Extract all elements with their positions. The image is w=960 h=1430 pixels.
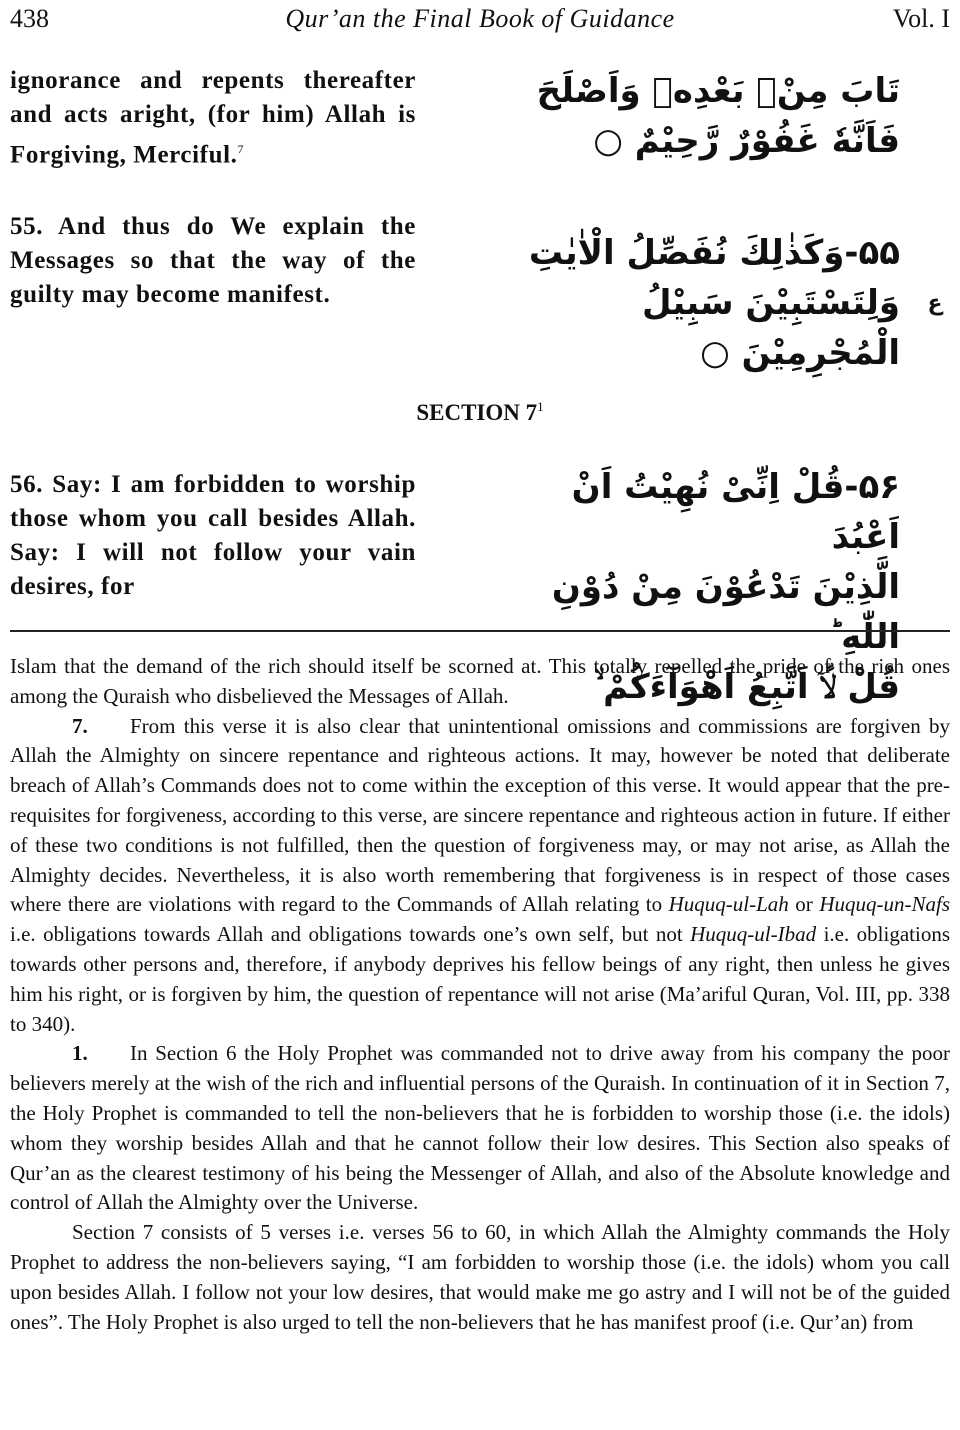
footnote-ref-7: 7 (237, 142, 245, 156)
term-huquq-un-nafs: Huquq-un-Nafs (819, 892, 950, 917)
arabic-line: ۵۵-وَكَذٰلِكَ نُفَصِّلُ الْاٰيٰتِ (528, 233, 900, 273)
footnote-7 (10, 712, 950, 1040)
commentary (10, 652, 950, 1337)
verse-54-arabic (500, 66, 900, 166)
term-huquq-ul-lah: Huquq-ul-Lah (668, 892, 789, 917)
arabic-line: فَاَنَّهٗ غَفُوْرٌ رَّحِيْمٌ ○ (593, 121, 900, 161)
verse-55-arabic (500, 228, 900, 378)
footnote-divider (10, 630, 950, 632)
footnote-1 (10, 1039, 950, 1218)
section-heading (0, 392, 960, 428)
arabic-line: قُلْ لَّاۤ اَتَّبِعُ اَهْوَآءَكُمْ ۙ (594, 667, 900, 707)
commentary-continuation: Islam that the demand of the rich should itself be scorned at. This totally repelled the pride of the rich ones among the Quraish who disbelieved the Messages of Allah. (10, 654, 950, 708)
footnote-7-text: i.e. obligations towards other persons and, therefore, if anybody deprives his fellow beings of any right, then unless he gives him his right, or is forgiven by him, the question of repentance will not arise (Ma’ariful Quran, Vol. III, pp. 338 to 340). (10, 922, 950, 1036)
volume-label: Vol. I (892, 4, 950, 33)
verse-54-english (10, 64, 416, 172)
footnote-7-text: or (788, 892, 820, 917)
footnote-ref-1: 1 (537, 399, 544, 414)
arabic-line: ۵۶-قُلْ اِنِّىْ نُهِيْتُ اَنْ اَعْبُدَ (571, 467, 900, 557)
verse-56-english: 56. Say: I am forbidden to worship those whom you call besides Allah. Say: I will not follow your vain desires, for (10, 471, 416, 600)
section-label: SECTION 7 (416, 400, 538, 425)
footnote-1-number: 1. (72, 1041, 88, 1066)
arabic-line: وَلِتَسْتَبِيْنَ سَبِيْلُ الْمُجْرِمِيْنَ ○ (642, 283, 900, 373)
commentary-paragraph: Section 7 consists of 5 verses i.e. verses 56 to 60, in which Allah the Almighty commands the Holy Prophet to address the non-believers saying, “I am forbidden to worship those (i.e. the idols) whom you call upon besides Allah. I follow not your low desires, that would make me go astry and I will not be of the guided ones”. The Holy Prophet is also urged to tell the non-believers that he has manifest proof (i.e. Qur’an) from (10, 1220, 950, 1334)
arabic-line: تَابَ مِنْۢ بَعْدِهٖ وَاَصْلَحَ (536, 71, 900, 111)
running-title: Qur’an the Final Book of Guidance (285, 4, 675, 33)
footnote-7-text: i.e. obligations towards Allah and obligations towards one’s own self, but not (10, 922, 691, 947)
verse-54-text: ignorance and repents thereafter and acts aright, (for him) Allah is Forgiving, Merciful. (10, 67, 416, 169)
footnote-1-text: In Section 6 the Holy Prophet was commanded not to drive away from his company the poor believers merely at the wish of the rich and influential persons of the Quraish. In continuation of it in Section 7, the Holy Prophet is commanded to tell the non-believers that he is forbidden to worship those (i.e. the idols) whom they worship besides Allah and that he cannot follow their low desires. This Section also speaks of Qur’an as the clearest testimony of his being the Messenger of Allah, and also of the Absolute knowledge and control of Allah the Almighty over the Universe. (10, 1041, 950, 1215)
arabic-line: الَّذِيْنَ تَدْعُوْنَ مِنْ دُوْنِ اللّٰهِ ؕ (551, 567, 900, 657)
page-header (10, 4, 950, 34)
term-huquq-ul-ibad: Huquq-ul-Ibad (690, 922, 817, 947)
verse-55-english: 55. And thus do We explain the Messages so that the way of the guilty may become manifest. (10, 213, 416, 308)
footnote-7-text: From this verse it is also clear that unintentional omissions and commissions are forgiven by Allah the Almighty on sincere repentance and righteous actions. It may, however be noted that deliberate breach of Allah’s Commands does not to come within the exception of this verse. It would appear that the pre-requisites for forgiveness, according to this verse, are sincere repentance and righteous action in future. If either of these two conditions is not fulfilled, then the question of forgiveness may, or may not arise, as Allah the Almighty decides. Nevertheless, it is also worth remembering that forgiveness is in respect of those cases where there are violations with regard to the Commands of Allah relating to (10, 713, 950, 917)
page-number: 438 (10, 4, 49, 33)
footnote-7-number: 7. (72, 713, 88, 738)
ruku-mark: ع (927, 291, 943, 316)
